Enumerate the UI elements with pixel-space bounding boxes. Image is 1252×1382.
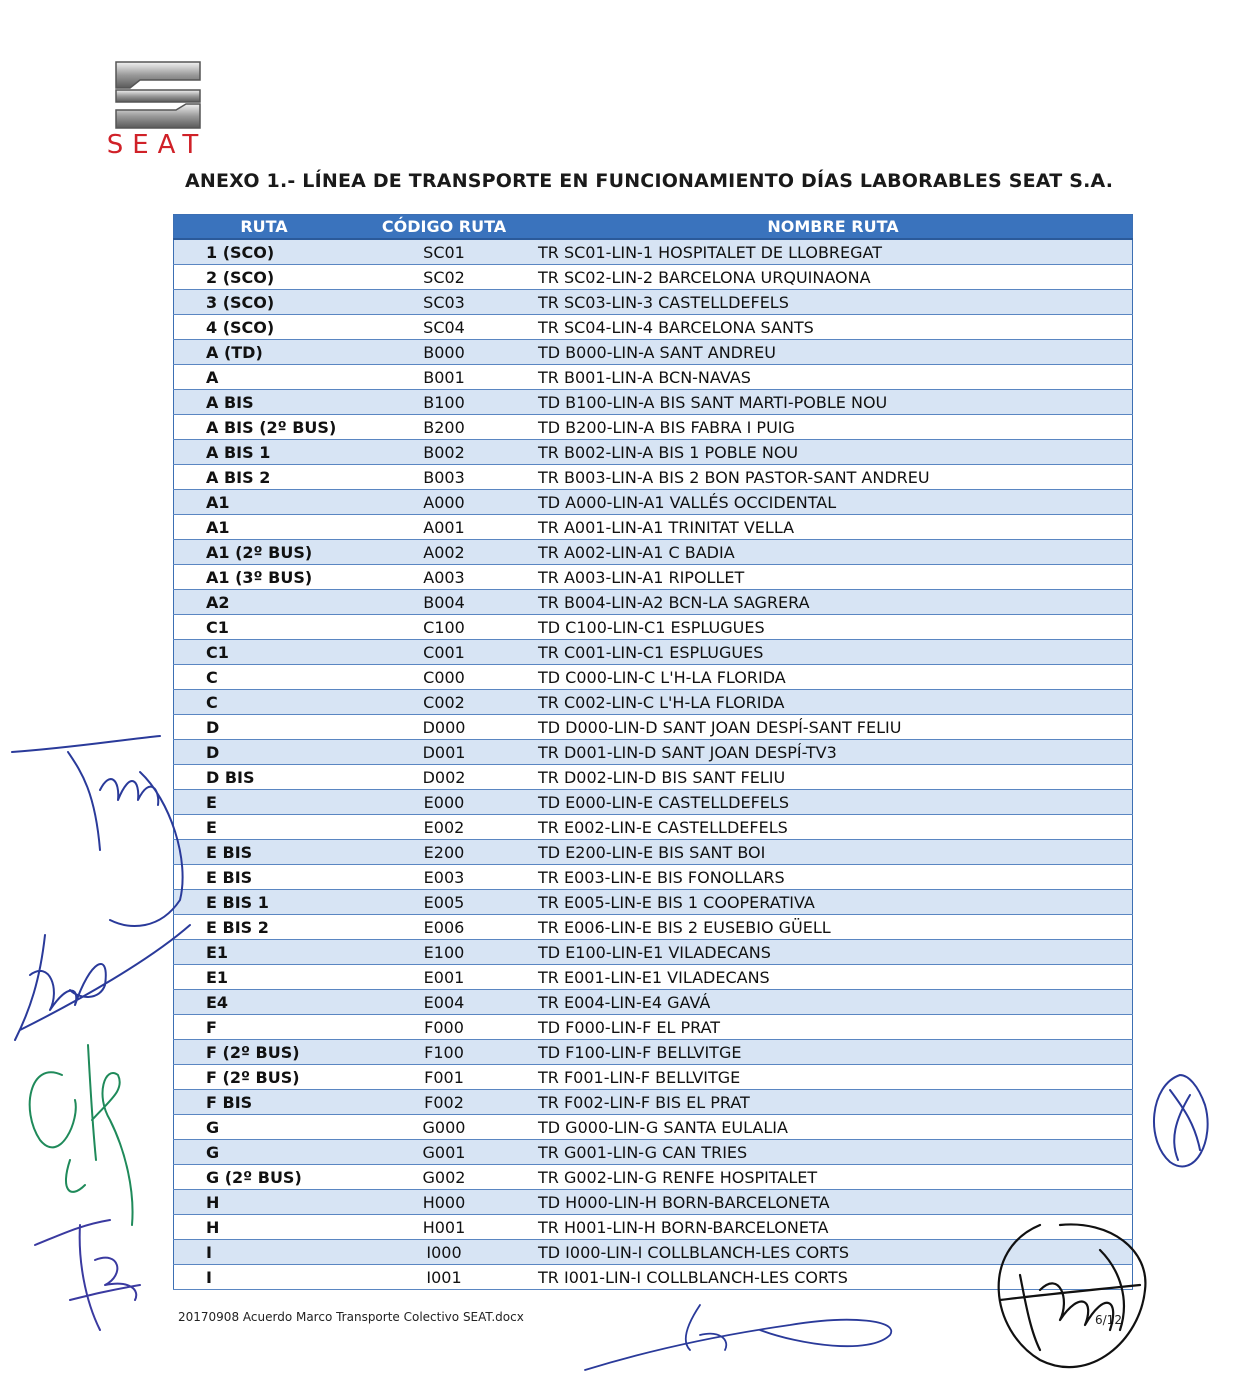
cell-ruta: E BIS 2	[174, 915, 355, 940]
cell-nombre-ruta: TD E100-LIN-E1 VILADECANS	[534, 940, 1133, 965]
header-codigo-ruta: CÓDIGO RUTA	[354, 215, 534, 240]
cell-ruta: E BIS	[174, 865, 355, 890]
table-row	[174, 965, 1133, 990]
cell-codigo-ruta: D002	[354, 765, 534, 790]
table-row	[174, 390, 1133, 415]
table-row	[174, 815, 1133, 840]
cell-ruta: C	[174, 690, 355, 715]
cell-nombre-ruta: TR E006-LIN-E BIS 2 EUSEBIO GÜELL	[534, 915, 1133, 940]
cell-nombre-ruta: TR F001-LIN-F BELLVITGE	[534, 1065, 1133, 1090]
table-row	[174, 515, 1133, 540]
cell-ruta: A1 (3º BUS)	[174, 565, 355, 590]
page-number: 6/12	[1095, 1313, 1122, 1327]
cell-codigo-ruta: B001	[354, 365, 534, 390]
cell-ruta: H	[174, 1190, 355, 1215]
cell-nombre-ruta: TD B000-LIN-A SANT ANDREU	[534, 340, 1133, 365]
table-row	[174, 1140, 1133, 1165]
header-ruta: RUTA	[174, 215, 355, 240]
cell-nombre-ruta: TD C100-LIN-C1 ESPLUGUES	[534, 615, 1133, 640]
cell-nombre-ruta: TR C002-LIN-C L'H-LA FLORIDA	[534, 690, 1133, 715]
cell-ruta: F (2º BUS)	[174, 1065, 355, 1090]
cell-nombre-ruta: TD H000-LIN-H BORN-BARCELONETA	[534, 1190, 1133, 1215]
cell-codigo-ruta: G000	[354, 1115, 534, 1140]
cell-codigo-ruta: SC03	[354, 290, 534, 315]
table-row	[174, 1215, 1133, 1240]
table-row	[174, 715, 1133, 740]
table-row	[174, 490, 1133, 515]
cell-nombre-ruta: TR G002-LIN-G RENFE HOSPITALET	[534, 1165, 1133, 1190]
seat-s-emblem	[82, 60, 232, 130]
cell-nombre-ruta: TR C001-LIN-C1 ESPLUGUES	[534, 640, 1133, 665]
cell-nombre-ruta: TD I000-LIN-I COLLBLANCH-LES CORTS	[534, 1240, 1133, 1265]
cell-nombre-ruta: TR B004-LIN-A2 BCN-LA SAGRERA	[534, 590, 1133, 615]
table-row	[174, 890, 1133, 915]
cell-codigo-ruta: G002	[354, 1165, 534, 1190]
table-row	[174, 940, 1133, 965]
cell-nombre-ruta: TR A001-LIN-A1 TRINITAT VELLA	[534, 515, 1133, 540]
cell-ruta: E	[174, 790, 355, 815]
table-row	[174, 415, 1133, 440]
cell-codigo-ruta: F002	[354, 1090, 534, 1115]
cell-codigo-ruta: A002	[354, 540, 534, 565]
document-title: ANEXO 1.- LÍNEA DE TRANSPORTE EN FUNCIONAMIENTO DÍAS LABORABLES SEAT S.A.	[185, 170, 1114, 192]
cell-nombre-ruta: TR A002-LIN-A1 C BADIA	[534, 540, 1133, 565]
cell-ruta: 1 (SCO)	[174, 239, 355, 265]
cell-ruta: C	[174, 665, 355, 690]
table-row	[174, 790, 1133, 815]
cell-codigo-ruta: C002	[354, 690, 534, 715]
table-row	[174, 690, 1133, 715]
cell-codigo-ruta: B002	[354, 440, 534, 465]
cell-codigo-ruta: A003	[354, 565, 534, 590]
header-nombre-ruta: NOMBRE RUTA	[534, 215, 1133, 240]
cell-ruta: D BIS	[174, 765, 355, 790]
table-row	[174, 765, 1133, 790]
cell-codigo-ruta: I000	[354, 1240, 534, 1265]
table-row	[174, 440, 1133, 465]
cell-codigo-ruta: B200	[354, 415, 534, 440]
cell-ruta: A BIS 1	[174, 440, 355, 465]
signature-left-green	[30, 1045, 133, 1225]
table-row	[174, 290, 1133, 315]
table-row	[174, 265, 1133, 290]
cell-ruta: 3 (SCO)	[174, 290, 355, 315]
cell-ruta: E1	[174, 940, 355, 965]
cell-ruta: A BIS 2	[174, 465, 355, 490]
cell-ruta: A2	[174, 590, 355, 615]
cell-nombre-ruta: TD B100-LIN-A BIS SANT MARTI-POBLE NOU	[534, 390, 1133, 415]
table-row	[174, 615, 1133, 640]
cell-ruta: I	[174, 1265, 355, 1290]
cell-nombre-ruta: TR SC01-LIN-1 HOSPITALET DE LLOBREGAT	[534, 239, 1133, 265]
cell-ruta: E	[174, 815, 355, 840]
cell-ruta: C1	[174, 615, 355, 640]
cell-nombre-ruta: TR B003-LIN-A BIS 2 BON PASTOR-SANT ANDREU	[534, 465, 1133, 490]
cell-nombre-ruta: TR H001-LIN-H BORN-BARCELONETA	[534, 1215, 1133, 1240]
table-row	[174, 590, 1133, 615]
cell-codigo-ruta: C000	[354, 665, 534, 690]
cell-nombre-ruta: TD B200-LIN-A BIS FABRA I PUIG	[534, 415, 1133, 440]
cell-ruta: A	[174, 365, 355, 390]
signature-left-1	[12, 736, 183, 926]
cell-ruta: A1 (2º BUS)	[174, 540, 355, 565]
cell-ruta: H	[174, 1215, 355, 1240]
cell-ruta: F	[174, 1015, 355, 1040]
cell-ruta: F BIS	[174, 1090, 355, 1115]
cell-ruta: E4	[174, 990, 355, 1015]
signature-right-round	[1154, 1075, 1208, 1166]
cell-codigo-ruta: H000	[354, 1190, 534, 1215]
cell-codigo-ruta: F000	[354, 1015, 534, 1040]
cell-codigo-ruta: E100	[354, 940, 534, 965]
cell-ruta: G (2º BUS)	[174, 1165, 355, 1190]
cell-codigo-ruta: D001	[354, 740, 534, 765]
cell-ruta: A1	[174, 515, 355, 540]
seat-wordmark: SEAT	[106, 130, 208, 160]
route-table	[173, 214, 1133, 1290]
cell-codigo-ruta: G001	[354, 1140, 534, 1165]
table-row	[174, 665, 1133, 690]
cell-codigo-ruta: C001	[354, 640, 534, 665]
cell-ruta: E BIS	[174, 840, 355, 865]
cell-codigo-ruta: C100	[354, 615, 534, 640]
table-row	[174, 315, 1133, 340]
cell-nombre-ruta: TR F002-LIN-F BIS EL PRAT	[534, 1090, 1133, 1115]
cell-ruta: C1	[174, 640, 355, 665]
cell-nombre-ruta: TR E004-LIN-E4 GAVÁ	[534, 990, 1133, 1015]
cell-nombre-ruta: TR SC02-LIN-2 BARCELONA URQUINAONA	[534, 265, 1133, 290]
cell-nombre-ruta: TD G000-LIN-G SANTA EULALIA	[534, 1115, 1133, 1140]
cell-codigo-ruta: E002	[354, 815, 534, 840]
cell-nombre-ruta: TR B001-LIN-A BCN-NAVAS	[534, 365, 1133, 390]
cell-ruta: G	[174, 1115, 355, 1140]
table-row	[174, 365, 1133, 390]
cell-nombre-ruta: TR I001-LIN-I COLLBLANCH-LES CORTS	[534, 1265, 1133, 1290]
cell-nombre-ruta: TD E000-LIN-E CASTELLDEFELS	[534, 790, 1133, 815]
cell-codigo-ruta: F100	[354, 1040, 534, 1065]
table-row	[174, 1165, 1133, 1190]
cell-ruta: 4 (SCO)	[174, 315, 355, 340]
cell-nombre-ruta: TR SC04-LIN-4 BARCELONA SANTS	[534, 315, 1133, 340]
table-row	[174, 239, 1133, 265]
cell-nombre-ruta: TR G001-LIN-G CAN TRIES	[534, 1140, 1133, 1165]
cell-codigo-ruta: B000	[354, 340, 534, 365]
cell-codigo-ruta: I001	[354, 1265, 534, 1290]
table-row	[174, 1115, 1133, 1140]
cell-codigo-ruta: SC04	[354, 315, 534, 340]
cell-codigo-ruta: E001	[354, 965, 534, 990]
cell-nombre-ruta: TR D002-LIN-D BIS SANT FELIU	[534, 765, 1133, 790]
cell-nombre-ruta: TR SC03-LIN-3 CASTELLDEFELS	[534, 290, 1133, 315]
cell-nombre-ruta: TR E003-LIN-E BIS FONOLLARS	[534, 865, 1133, 890]
cell-nombre-ruta: TR B002-LIN-A BIS 1 POBLE NOU	[534, 440, 1133, 465]
cell-ruta: F (2º BUS)	[174, 1040, 355, 1065]
cell-nombre-ruta: TR E005-LIN-E BIS 1 COOPERATIVA	[534, 890, 1133, 915]
cell-ruta: D	[174, 740, 355, 765]
table-row	[174, 840, 1133, 865]
cell-ruta: E BIS 1	[174, 890, 355, 915]
cell-codigo-ruta: B003	[354, 465, 534, 490]
cell-ruta: 2 (SCO)	[174, 265, 355, 290]
table-row	[174, 915, 1133, 940]
table-row	[174, 540, 1133, 565]
table-row	[174, 465, 1133, 490]
cell-nombre-ruta: TD F000-LIN-F EL PRAT	[534, 1015, 1133, 1040]
cell-ruta: A BIS (2º BUS)	[174, 415, 355, 440]
table-row	[174, 1265, 1133, 1290]
cell-codigo-ruta: E005	[354, 890, 534, 915]
cell-codigo-ruta: B004	[354, 590, 534, 615]
cell-codigo-ruta: SC02	[354, 265, 534, 290]
table-row	[174, 1065, 1133, 1090]
seat-logo	[82, 60, 232, 160]
footer-filename: 20170908 Acuerdo Marco Transporte Colectivo SEAT.docx	[178, 1310, 524, 1324]
table-row	[174, 865, 1133, 890]
cell-ruta: G	[174, 1140, 355, 1165]
cell-codigo-ruta: A001	[354, 515, 534, 540]
cell-codigo-ruta: E004	[354, 990, 534, 1015]
cell-nombre-ruta: TD D000-LIN-D SANT JOAN DESPÍ-SANT FELIU	[534, 715, 1133, 740]
cell-codigo-ruta: E200	[354, 840, 534, 865]
table-row	[174, 1240, 1133, 1265]
table-row	[174, 1190, 1133, 1215]
cell-codigo-ruta: E003	[354, 865, 534, 890]
cell-codigo-ruta: D000	[354, 715, 534, 740]
table-row	[174, 740, 1133, 765]
table-body	[174, 239, 1133, 1290]
cell-ruta: A1	[174, 490, 355, 515]
cell-ruta: A BIS	[174, 390, 355, 415]
table-row	[174, 565, 1133, 590]
table-row	[174, 1015, 1133, 1040]
cell-nombre-ruta: TR D001-LIN-D SANT JOAN DESPÍ-TV3	[534, 740, 1133, 765]
table-row	[174, 640, 1133, 665]
table-row	[174, 990, 1133, 1015]
cell-nombre-ruta: TD F100-LIN-F BELLVITGE	[534, 1040, 1133, 1065]
cell-nombre-ruta: TR E001-LIN-E1 VILADECANS	[534, 965, 1133, 990]
signature-left-2	[15, 925, 190, 1040]
cell-codigo-ruta: SC01	[354, 239, 534, 265]
cell-codigo-ruta: H001	[354, 1215, 534, 1240]
table-row	[174, 1040, 1133, 1065]
cell-nombre-ruta: TD E200-LIN-E BIS SANT BOI	[534, 840, 1133, 865]
cell-codigo-ruta: E006	[354, 915, 534, 940]
cell-ruta: E1	[174, 965, 355, 990]
cell-nombre-ruta: TR A003-LIN-A1 RIPOLLET	[534, 565, 1133, 590]
cell-nombre-ruta: TD A000-LIN-A1 VALLÉS OCCIDENTAL	[534, 490, 1133, 515]
table-row	[174, 340, 1133, 365]
cell-codigo-ruta: F001	[354, 1065, 534, 1090]
cell-nombre-ruta: TD C000-LIN-C L'H-LA FLORIDA	[534, 665, 1133, 690]
signature-bottom-middle	[585, 1305, 891, 1370]
signature-left-3	[35, 1220, 140, 1330]
table-row	[174, 1090, 1133, 1115]
cell-codigo-ruta: B100	[354, 390, 534, 415]
cell-codigo-ruta: E000	[354, 790, 534, 815]
cell-ruta: I	[174, 1240, 355, 1265]
table-header-row	[174, 215, 1133, 240]
cell-codigo-ruta: A000	[354, 490, 534, 515]
cell-ruta: A (TD)	[174, 340, 355, 365]
cell-nombre-ruta: TR E002-LIN-E CASTELLDEFELS	[534, 815, 1133, 840]
cell-ruta: D	[174, 715, 355, 740]
